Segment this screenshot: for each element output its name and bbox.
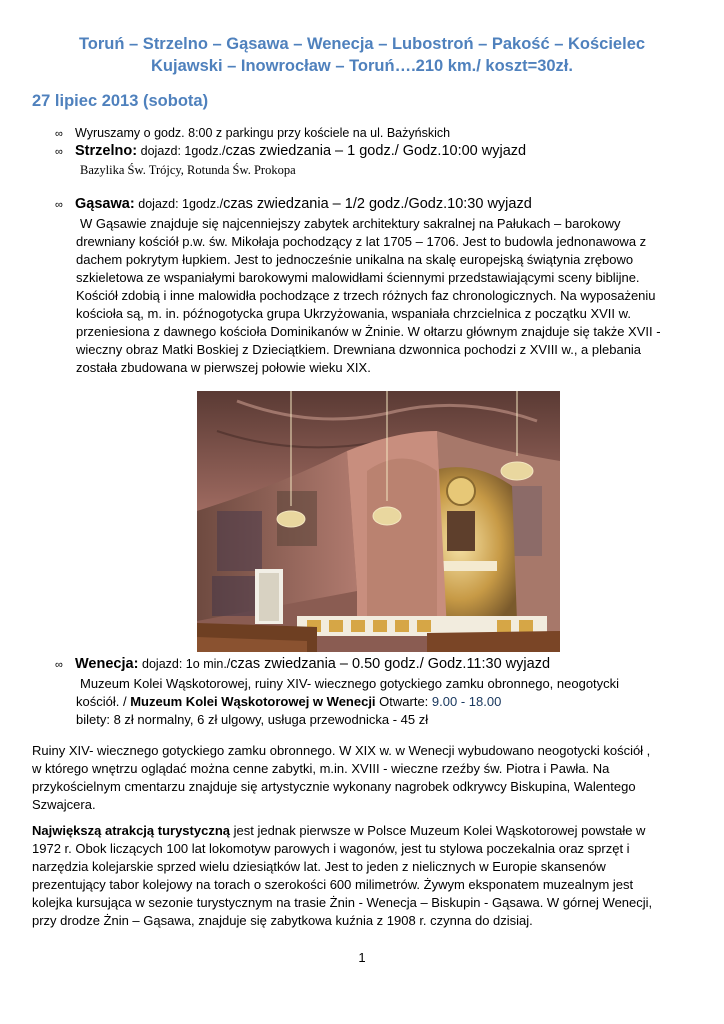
infinity-bullet-icon: ∞ [55,199,63,211]
visit-info: czas zwiedzania – 1/2 godz./Godz.10:30 wyjazd [223,196,532,212]
museum-paragraph: Największą atrakcją turystyczną jest jednak pierwsze w Polsce Muzeum Kolei Wąskotorowej powstałe w 1972 r. Obok liczących 100 lat lokomotyw parowych i wagonów, jest tu stylowa poczekalnia oraz sprzęt i narzędzia kolejarskie sprzed wielu dziesiątków lat. Jest to jeden z nielicznych w Europie skansenów prezentujący tabor kolejowy na torach o szerokości 600 milimetrów. Żywym eksponatem muzealnym jest kolejka kursująca w sezonie turystycznym na trasie Żnin - Wenecja – Biskupin - Gąsawa. W górnej Wenecji, przy drodze Żnin – Gąsawa, znajduje się zabytkowa kuźnia z 1908 r. czynna do dzisiaj. [32,823,653,928]
ruins-paragraph: Ruiny XIV- wiecznego gotyckiego zamku obronnego. W XIX w. w Wenecji wybudowano neogotycki kościół , w którego wnętrzu oglądać można cenne zabytki, m.in. XVIII - wieczne rzeźby św. Piotra i Pawła. Na przykościelnym cmentarzu znajduje się artystycznie wykonany nagrobek odkrywcy Biskupina, Walentego Szwajcera. [32,743,651,812]
hours-to: 18.00 [468,694,502,709]
trip-date: 27 lipiec 2013 (sobota) [32,92,209,110]
travel-time: dojazd: 1godz./ [140,144,226,158]
document-title [40,33,684,77]
strzelno-sights: Bazylika Św. Trójcy, Rotunda Św. Prokopa [80,163,296,177]
wenecja-details: Muzeum Kolei Wąskotorowej, ruiny XIV- wiecznego gotyckiego zamku obronnego, neogotycki kościół. / Muzeum Kolei Wąskotorowej w Wenecji Otwarte: 9.00 - 18.00 bilety: 8 zł normalny, 6 zł ulgowy, usługa przewodnicka - 45 zł [76,676,620,727]
title-line-2: Kujawski – Inowrocław – Toruń….210 km./ koszt=30zł. [151,57,573,75]
itinerary-item-start: ∞ Wyruszamy o godz. 8:00 z parkingu przy kościele na ul. Bażyńskich [55,126,451,140]
ticket-prices: bilety: 8 zł normalny, 6 zł ulgowy, usługa przewodnicka - 45 zł [76,712,429,727]
travel-time: dojazd: 1o min./ [142,657,231,671]
museum-name: Muzeum Kolei Wąskotorowej w Wenecji [130,694,376,709]
infinity-bullet-icon: ∞ [55,659,63,671]
stop-name: Gąsawa: [75,196,135,212]
infinity-bullet-icon: ∞ [55,146,63,158]
itinerary-item-strzelno [55,143,526,159]
museum-hours-line: kościół. / Muzeum Kolei Wąskotorowej w Wenecji Otwarte: 9.00 - 18.00 [76,694,502,709]
visit-info: czas zwiedzania – 0.50 godz./ Godz.11:30 wyjazd [230,656,551,672]
title-line-1: Toruń – Strzelno – Gąsawa – Wenecja – Lubostroń – Pakość – Kościelec [78,35,646,53]
stop-name: Strzelno: [75,143,138,159]
itinerary-item-wenecja [55,656,550,672]
hours-from: 9.00 [431,694,458,709]
infinity-bullet-icon: ∞ [55,128,63,140]
gasawa-description: W Gąsawie znajduje się najcenniejszy zabytek architektury sakralnej na Pałukach – barokowy drewniany kościół p.w. św. Mikołaja pochodzący z lat 1705 – 1706. Jest to budowla jednonawowa z dachem pokrytym łupkiem. Jest to jednocześnie unikalna na skalę europejską świątynia zrębowo szkieletowa ze wspaniałymi barokowymi malowidłami ściennymi przedstawiającymi sceny biblijne. Kościół zdobią i inne malowidła pochodzące z trzech różnych faz chronologicznych. Na wyposażeniu kościoła są, m. in. późnogotycka grupa Ukrzyżowania, wspaniała chrzcielnica z początku XVII w. przeniesiona z dawnego kościoła Dominikanów w Żninie. W ołtarzu głównym znajduje się także XVII - wieczny obraz Matki Boskiej z Dzieciątkiem. Drewniana dzwonnica pochodzi z XVIII w., a plebania została zbudowana w pierwszej połowie wieku XIX. [76,216,661,375]
stop-name: Wenecja: [75,656,139,672]
highlight-phrase: Największą atrakcją turystyczną [32,823,230,838]
itinerary-item-gasawa [55,196,532,212]
church-interior-photo [197,391,560,652]
visit-info: czas zwiedzania – 1 godz./ Godz.10:00 wyjazd [225,143,527,159]
travel-time: dojazd: 1godz./ [138,197,224,211]
page-number: 1 [358,950,366,965]
